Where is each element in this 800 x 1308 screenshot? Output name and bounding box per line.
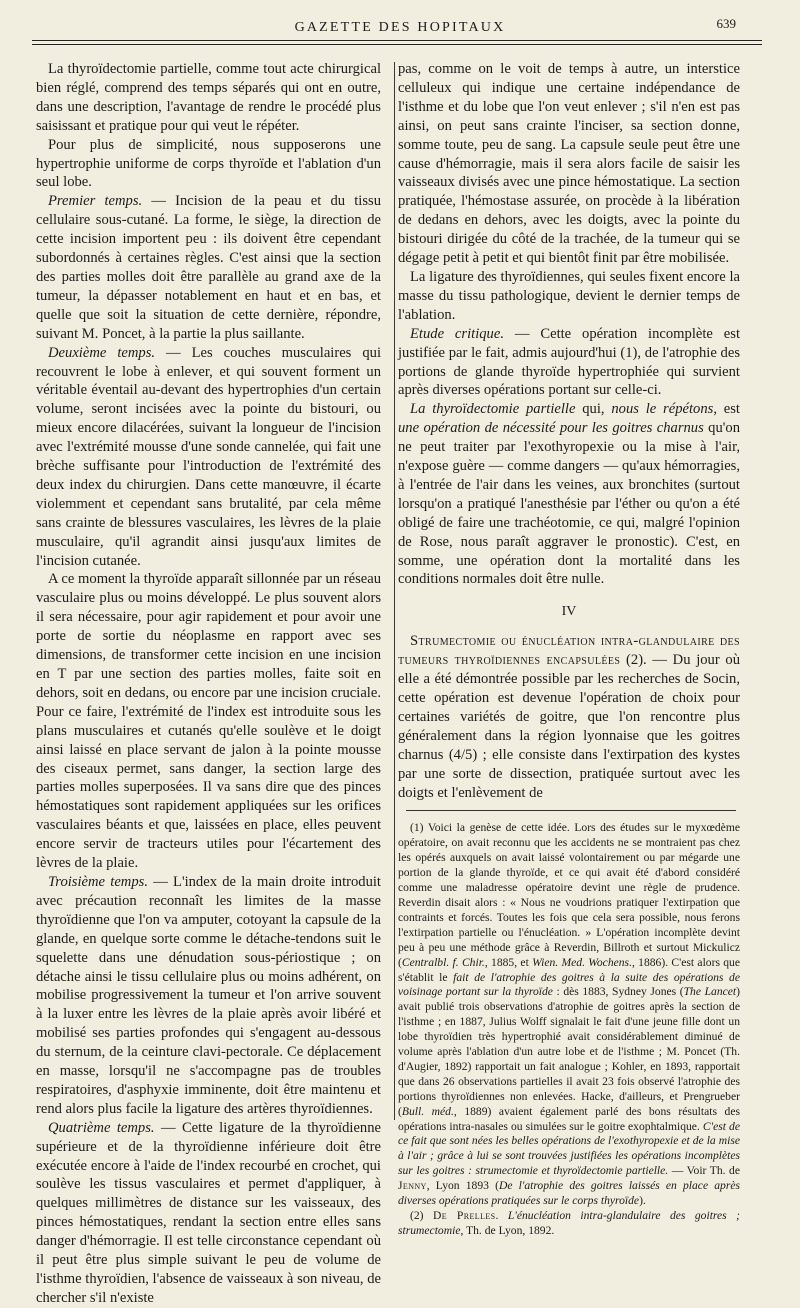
citation: Wien. Med. Wochens. [532, 955, 632, 969]
citation: Bull. méd. [401, 1104, 454, 1118]
step-label: Troisième temps. [48, 873, 148, 890]
paragraph-text: — Cette opération incomplète est justifiée par le fait, admis aujourd'hui (1), de l'atrophie des portions de glande thyroïde hypertrophiée qui survient après diverses opérations portant sur celle-ci. [398, 325, 741, 399]
footnote-text: : dès 1883, Sydney Jones ( [552, 985, 684, 999]
emphasis: nous le répétons [611, 401, 714, 418]
footnote-text: , 1889) avaient également parlé des bons résultats des opérations intra-nasales ou simulées sur le goitre exophtalmique. [398, 1104, 740, 1133]
section-label: Etude critique. [410, 325, 504, 342]
footnote-text: , Th. de Lyon, 1892. [460, 1223, 555, 1237]
paragraph [36, 1119, 381, 1308]
paragraph-text: qui, [575, 401, 612, 418]
author-name: Jenny [398, 1179, 427, 1193]
paragraph-text: , est [713, 401, 740, 418]
step-label: Deuxième temps. [48, 344, 156, 361]
running-title: GAZETTE DES HOPITAUX [294, 20, 506, 35]
footnote-text: ). [639, 1194, 646, 1208]
emphasis: une opération de nécessité pour les goitres charnus [398, 420, 704, 437]
footnote-text: (2) [410, 1209, 433, 1222]
section-number: IV [561, 604, 577, 620]
page-number: 639 [716, 16, 736, 31]
header-rule-thin [32, 44, 762, 45]
citation: Centralbl. f. Chir. [401, 955, 485, 969]
step-label: Premier temps. [48, 193, 143, 210]
paragraph-text: — Cette ligature de la thyroïdienne supérieure et de la thyroïdienne inférieure doit être exécutée encore à l'aide de l'index recourbé en crochet, qui soulève les tissus vasculaires et permet d'appliquer, à quelques millimètres de distance sur les vaisseaux, des pinces hémostatiques, rendant la section entre elles sans danger d'hémorragie. Il est telle circonstance cependant où il peut être plus simple suivant le peu de volume de l'isthme thyroïdien, l'absence de vaisseaux à son niveau, de chercher s'il n'existe [36, 1119, 382, 1306]
footnote-rule [406, 810, 736, 811]
emphasis: fait de l'atrophie des goitres à la suite des opérations de voisinage portant sur la thyroïde [398, 970, 740, 999]
paragraph [36, 344, 381, 571]
footnote-text: , 1885, et [484, 955, 533, 969]
citation: L'énucléation intra-glandulaire des goitres ; strumectomie [398, 1209, 740, 1237]
paragraph: La thyroïdectomie partielle, comme tout acte chirurgical bien réglé, comprend des temps séparés qui ont en outre, dans une description, l'avantage de rendre le procédé plus saisissant et pratique pour qui veut le répéter. [36, 61, 381, 134]
footnote [398, 1209, 740, 1239]
paragraph: Pour plus de simplicité, nous supposerons une hypertrophie uniforme de corps thyroïde et l'ablation d'un seul lobe. [36, 136, 381, 191]
footnote-text: ) avait publié trois observations d'atrophie de goitres après la section de l'isthme ; en 1887, Julius Wolff signalait le fait d'une jeune fille dont un lobe thyroïdien très hypertrophié avait considérablement diminué de volume après l'ablation d'un autre lobe et de l'isthme ; M. Poncet (Th. d'Augier, 1892) rapportait un fait analogue ; Kohler, en 1893, rapportait que dans 26 observations partielles il avait 23 fois observé l'atrophie des portions thyroïdiennes non enlevées. Hacke, d'ailleurs, et Prengrueber ( [398, 985, 741, 1118]
footnote-text: (1) Voici la genèse de cette idée. Lors des études sur le myxœdème opératoire, on avait reconnu que les accidents ne se montraient pas chez les opérés auxquels on avait laissé volontairement ou par mégarde une portion de la glande thyroïde, et ce qui avait été d'abord considéré comme une maladresse opératoire devint une règle de prudence. Reverdin disait alors : « Nous ne voudrions pratiquer l'extirpation que contraints et forcés. Toutes les fois que cela sera possible, nous ferons l'extirpation partielle ou l'énucléation. » L'opération incomplète devint peu à peu une méthode grâce à Reverdin, Billroth et surtout Mickulicz ( [398, 821, 740, 969]
footnote-text: , 1886). C'est alors que s'établit le [398, 955, 741, 984]
paragraph-text: — Les couches musculaires qui recouvrent le lobe à enlever, et qui souvent forment un véritable éventail au-devant des hypertrophies d'un certain volume, seront incisées avec la pointe du bistouri, ou mieux encore dilacérées, suivant la longueur de l'incision avec l'extrémité mousse d'une sonde cannelée, qui fait une brèche suffisante pour l'introduction de l'extrémité des deux index du chirurgien. Dans cette manœuvre, il écarte violemment et cependant sans brutalité, par cela même sans crainte de blessures vasculaires, les lèvres de la plaie musculaire, qu'il agrandit ainsi jusqu'aux limites de l'incision cutanée. [36, 344, 381, 569]
paragraph: A ce moment la thyroïde apparaît sillonnée par un réseau vasculaire plus ou moins développé. Le plus souvent alors il sera nécessaire, pour agir rapidement et pour avoir une porte de sortie du néoplasme en rapport avec ses dimensions, de transformer cette incision en une incision en T par une section des parties molles, faite soit en dehors, soit en dedans, ou encore par une incision cruciale. Pour ce faire, l'extrémité de l'index est introduite sous les plans musculaires et cutanés qu'elle soulève et le doigt ainsi laissé en place servant de jalon à la pointe mousse des ciseaux permet, sans danger, la section large des parties molles superposées. Il va sans dire que des pinces hémostatiques sont rapidement appliquées sur les orifices vasculaires béants et que, laissées en place, elles peuvent encore servir de tracteurs utiles pour l'écartement des lèvres de la plaie. [36, 571, 381, 872]
paragraph-text: (2). — Du jour où elle a été démontrée possible par les recherches de Socin, cette opération est devenue l'opération de choix pour certaines variétés de goitre, que l'on rencontre plus généralement dans la région lyonnaise que les goitres charnus (4/5) ; elle consiste dans l'extirpation des kystes par une sorte de dissection, pratiquée surtout avec les doigts et l'enlèvement de [398, 652, 740, 801]
paragraph-text: qu'on ne peut traiter par l'exothyropexie ou la mise à l'air, n'expose guère — comme dangers — qu'aux hémorragies, à l'entrée de l'air dans les veines, aux bronchites (surtout lorsqu'on a pratiqué l'anesthésie par l'éther ou qu'on a été obligé de faire une trachéotomie, ce qui, malgré l'opinion de Rose, nous paraît aggraver le pronostic). C'est, en somme, une opération dont la mortalité dans les conditions normales doit être nulle. [398, 420, 740, 588]
emphasis: C'est de ce fait que sont nées les belles opérations de l'exothyropexie et de la mise à l'air ; grâce à lui se sont trouvées justifiées les opérations incomplètes sur les goitres : strumectomie et thyroïdectomie partielle. [398, 1119, 740, 1178]
paragraph [398, 632, 740, 802]
page-header [0, 16, 800, 40]
paragraph: La ligature des thyroïdiennes, qui seules fixent encore la masse du tissu pathologique, devient le dernier temps de l'ablation. [398, 268, 740, 323]
paragraph: pas, comme on le voit de temps à autre, un interstice celluleux qui indique une certaine indépendance de l'isthme et du lobe que l'on veut enlever ; s'il n'en est pas ainsi, on peut sans crainte l'inciser, sa section donne, somme toute, peu de sang. La capsule seule peut être une cause d'hémorragie, mais il sera alors facile de saisir les vaisseaux divisés avec une pince hémostatique. La section pratiquée, l'hémostase assurée, on procède à la libération de dedans en dehors, avec les doigts, avec la pointe du bistouri dirigée du côté de la trachée, de la tumeur qui se dégage petit à petit et qui bientôt finit par être mobilisée. [398, 61, 740, 267]
footnote-text: — Voir Th. de [668, 1164, 740, 1178]
right-column [398, 60, 740, 1239]
paragraph [398, 325, 740, 401]
paragraph [36, 873, 381, 1119]
footnote [398, 821, 740, 1209]
paragraph [36, 192, 381, 343]
footnote-text: , Lyon 1893 ( [426, 1179, 499, 1193]
step-label: Quatrième temps. [48, 1119, 155, 1136]
footnote-text: . [495, 1209, 508, 1222]
emphasis: La thyroïdectomie partielle [410, 401, 576, 418]
author-name: De Prelles [433, 1209, 496, 1222]
paragraph [398, 400, 740, 589]
paragraph-text: — Incision de la peau et du tissu cellulaire sous-cutané. La forme, le siège, la direction de cette incision importent peu : ils doivent être cependant subordonnés à certaines règles. C'est ainsi que la section des parties molles doit être parallèle au grand axe de la tumeur, la dépasser notablement en haut et en bas, et quelle que soit la situation de cette dernière, répondre, suivant M. Poncet, à la partie la plus saillante. [36, 193, 382, 342]
citation: The Lancet [683, 985, 737, 999]
header-rule [32, 40, 762, 41]
paragraph-text: — L'index de la main droite introduit avec précaution reconnaît les limites de la masse thyroïdienne que l'on va amputer, cotoyant la capsule de la glande, en quelque sorte comme le détache-tendons suit le squelette dans une dénudation sous-périostique ; on détache ainsi le tissu cellulaire plus ou moins adhérent, on mobilise progressivement la tumeur et l'on arrive souvent à la luxer entre les lèvres de la plaie après avoir libéré et mobilisé ses parties profondes qui s'engagent au-dessous du sternum, de la ceinture clavi-pectorale. Ce déplacement en masse, lorsqu'il ne s'accompagne pas de troubles respiratoires, d'asphyxie imminente, doit être maintenu et rend alors plus facile la ligature des artères thyroïdiennes. [36, 873, 381, 1117]
column-divider [394, 62, 395, 1120]
citation: De l'atrophie des goitres laissés en place après diverses opérations pratiquées sur le corps thyroïde [398, 1179, 740, 1208]
left-column [36, 60, 381, 1308]
section-heading: Strumectomie ou énucléation intra-glandulaire des tumeurs thyroïdiennes encapsulées [398, 633, 740, 669]
footnotes [398, 821, 740, 1238]
